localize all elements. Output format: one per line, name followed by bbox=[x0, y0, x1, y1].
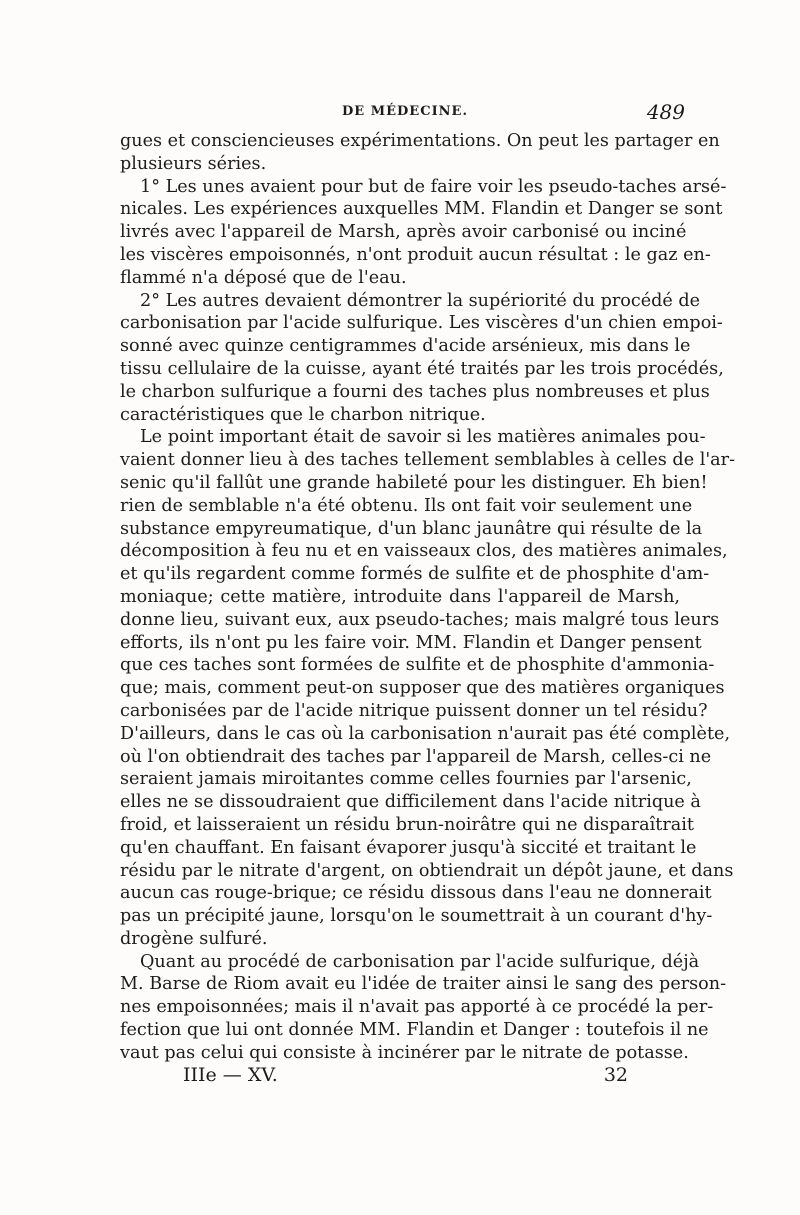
text-line: tissu cellulaire de la cuisse, ayant été traités par les trois procédés, bbox=[120, 358, 724, 379]
text-line: carbonisées par de l'acide nitrique puissent donner un tel résidu? bbox=[120, 700, 708, 721]
text-line: seraient jamais miroitantes comme celles fournies par l'arsenic, bbox=[120, 769, 692, 790]
text-line: le charbon sulfurique a fourni des taches plus nombreuses et plus bbox=[120, 381, 710, 402]
text-line: senic qu'il fallût une grande habileté pour les distinguer. Eh bien! bbox=[120, 472, 708, 493]
text-line: nes empoisonnées; mais il n'avait pas apporté à ce procédé la per- bbox=[120, 997, 714, 1018]
text-line: et qu'ils regardent comme formés de sulfite et de phosphite d'am- bbox=[120, 564, 710, 585]
text-line: livrés avec l'appareil de Marsh, après avoir carbonisé ou inciné bbox=[120, 222, 687, 243]
text-line: froid, et laisseraient un résidu brun-noirâtre qui ne disparaîtrait bbox=[120, 814, 694, 835]
text-line: fection que lui ont donnée MM. Flandin et Danger : toutefois il ne bbox=[120, 1020, 709, 1041]
text-line: nicales. Les expériences auxquelles MM. Flandin et Danger se sont bbox=[120, 199, 723, 220]
text-line: 2° Les autres devaient démontrer la supériorité du procédé de bbox=[140, 290, 701, 311]
text-line: que ces taches sont formées de sulfite et de phosphite d'ammonia- bbox=[120, 655, 715, 676]
page-footer bbox=[183, 1064, 628, 1090]
text-line: efforts, ils n'ont pu les faire voir. MM. Flandin et Danger pensent bbox=[120, 632, 702, 653]
running-title: DE MÉDECINE. bbox=[342, 104, 468, 119]
text-line: plusieurs séries. bbox=[120, 153, 267, 174]
text-line: résidu par le nitrate d'argent, on obtiendrait un dépôt jaune, et dans bbox=[120, 860, 734, 881]
text-line: elles ne se dissoudraient que difficilement dans l'acide nitrique à bbox=[120, 792, 701, 813]
text-line: rien de semblable n'a été obtenu. Ils ont fait voir seulement une bbox=[120, 495, 693, 516]
text-line: D'ailleurs, dans le cas où la carbonisation n'aurait pas été complète, bbox=[120, 723, 731, 744]
page-number: 489 bbox=[646, 100, 685, 124]
text-line: gues et consciencieuses expérimentations. On peut les partager en bbox=[120, 131, 720, 151]
text-line: 1° Les unes avaient pour but de faire voir les pseudo-taches arsé- bbox=[140, 176, 727, 197]
text-line: substance empyreumatique, d'un blanc jaunâtre qui résulte de la bbox=[120, 518, 703, 539]
text-line: vaient donner lieu à des taches tellement semblables à celles de l'ar- bbox=[120, 450, 736, 471]
text-line: carbonisation par l'acide sulfurique. Les viscères d'un chien empoi- bbox=[120, 313, 723, 334]
text-line: qu'en chauffant. En faisant évaporer jusqu'à siccité et traitant le bbox=[120, 837, 697, 858]
text-line: Quant au procédé de carbonisation par l'acide sulfurique, déjà bbox=[140, 951, 700, 972]
text-line: décomposition à feu nu et en vaisseaux clos, des matières animales, bbox=[120, 541, 728, 562]
text-line: aucun cas rouge-brique; ce résidu dissous dans l'eau ne donnerait bbox=[120, 883, 712, 904]
text-line: vaut pas celui qui consiste à incinérer par le nitrate de potasse. bbox=[120, 1042, 689, 1063]
text-line: où l'on obtiendrait des taches par l'appareil de Marsh, celles-ci ne bbox=[120, 746, 712, 767]
text-line: flammé n'a déposé que de l'eau. bbox=[120, 267, 407, 288]
running-head bbox=[125, 100, 685, 124]
sheet-number: 32 bbox=[603, 1064, 628, 1086]
text-line: donne lieu, suivant eux, aux pseudo-taches; mais malgré tous leurs bbox=[120, 609, 720, 630]
text-line: drogène sulfuré. bbox=[120, 928, 268, 949]
text-line: sonné avec quinze centigrammes d'acide arsénieux, mis dans le bbox=[120, 336, 691, 357]
text-line: Le point important était de savoir si les matières animales pou- bbox=[140, 427, 706, 448]
text-line: les viscères empoisonnés, n'ont produit aucun résultat : le gaz en- bbox=[120, 244, 711, 265]
text-line: M. Barse de Riom avait eu l'idée de traiter ainsi le sang des person- bbox=[120, 974, 727, 995]
text-line: pas un précipité jaune, lorsqu'on le soumettrait à un courant d'hy- bbox=[120, 906, 713, 927]
body-text bbox=[120, 130, 736, 1065]
text-line: moniaque; cette matière, introduite dans l'appareil de Marsh, bbox=[120, 586, 680, 607]
text-line: caractéristiques que le charbon nitrique. bbox=[120, 404, 486, 425]
text-line: que; mais, comment peut-on supposer que des matières organiques bbox=[120, 678, 725, 699]
signature-mark: IIIe — XV. bbox=[183, 1064, 278, 1086]
